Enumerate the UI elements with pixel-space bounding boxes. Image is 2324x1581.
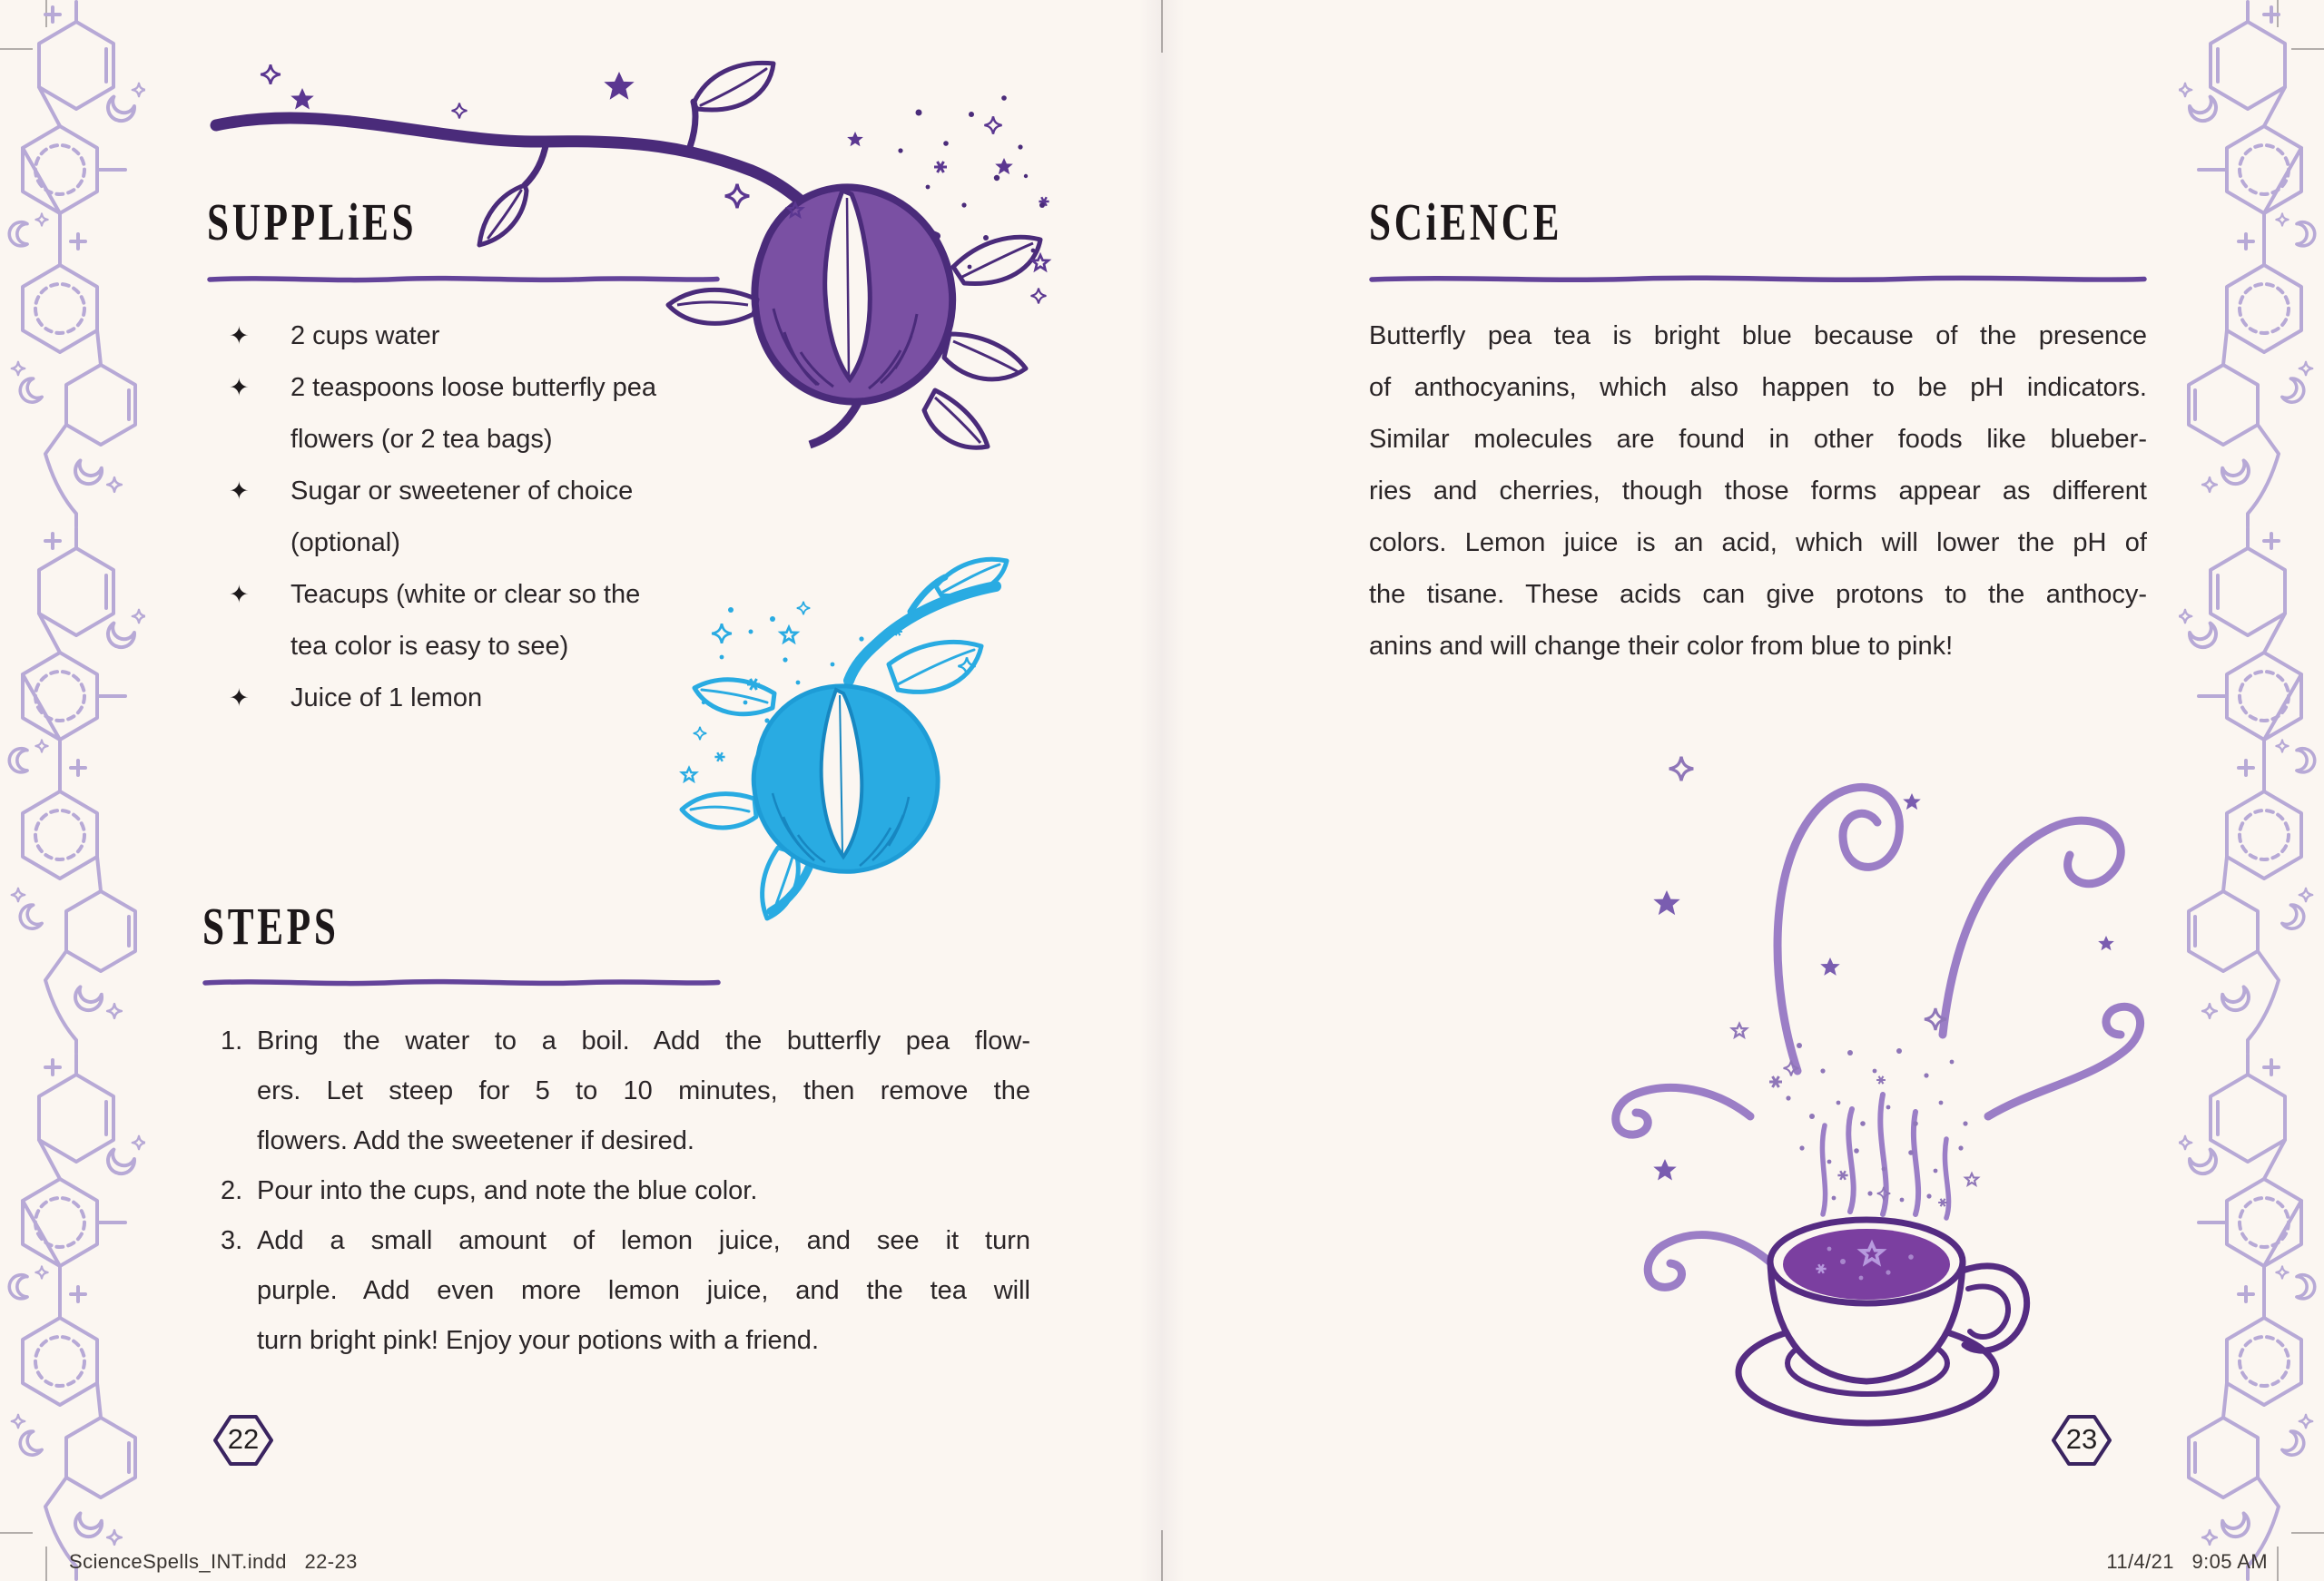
sparkle-stars-icon	[1653, 793, 2114, 1181]
page-number-badge	[2050, 1412, 2113, 1468]
list-item: 2. Pour into the cups, and note the blue color.	[221, 1166, 1038, 1216]
list-item: 1. Bring the water to a boil. Add the butterfly pea flow- ers. Let steep for 5 to 10 minutes, then remove the flowers. Add the sweetener if desired.	[221, 1016, 1038, 1166]
list-item: ✦ 2 cups water	[229, 310, 773, 362]
list-item: ✦ 2 teaspoons loose butterfly pea flowers (or 2 tea bags)	[229, 362, 773, 466]
sparkle-bullet-icon: ✦	[229, 477, 250, 505]
steps-heading: STEPS	[202, 898, 340, 957]
steps-list	[221, 1016, 1038, 1366]
list-item: ✦ Teacups (white or clear so the tea color is easy to see)	[229, 569, 773, 673]
science-paragraph: Butterfly pea tea is bright blue because of the presence of anthocyanins, which also happen to be pH indicators. Similar molecules are found in other foods like blueber- ries and cherries, though those forms appear as different colors. Lemon juice is an acid, which will lower the pH of the tisane. These acids can give protons to the anthocy- anins and will change their color from blue to pink!	[1369, 321, 2147, 661]
teacup	[1738, 1220, 2027, 1423]
butterfly-pea-flower-purple	[754, 187, 952, 401]
page-number: 22	[227, 1423, 260, 1455]
blue-butterfly-pea-illustration	[667, 555, 1012, 937]
sparkle-bullet-icon: ✦	[229, 581, 250, 608]
sparkle-bullet-icon: ✦	[229, 684, 250, 712]
cup-handle	[1963, 1266, 2027, 1350]
sparkle-bullet-icon: ✦	[229, 322, 250, 349]
teacup-illustration	[1561, 690, 2197, 1488]
page-number-badge	[212, 1412, 275, 1468]
heading-underline	[207, 273, 721, 286]
list-item: ✦ Juice of 1 lemon	[229, 673, 773, 724]
butterfly-pea-flower-blue	[753, 686, 938, 871]
list-item: ✦ Sugar or sweetener of choice (optional)	[229, 466, 773, 569]
molecule-border-right-icon	[2179, 0, 2319, 1581]
list-item: 3. Add a small amount of lemon juice, and see it turn purple. Add even more lemon juice, and the tea will turn bright pink! Enjoy your potions with a friend.	[221, 1216, 1038, 1366]
leaf	[694, 680, 774, 714]
science-heading: SCiENCE	[1369, 193, 1563, 252]
step-number: 1.	[221, 1026, 243, 1056]
molecule-border-left-icon	[5, 0, 145, 1581]
page-number: 23	[2065, 1423, 2098, 1455]
sparkle-bullet-icon: ✦	[229, 374, 250, 401]
step-number: 3.	[221, 1226, 243, 1255]
print-filename-note: ScienceSpells_INT.indd 22-23	[69, 1550, 358, 1573]
page-gutter	[1140, 0, 1184, 1581]
step-number: 2.	[221, 1176, 243, 1205]
heading-underline	[1369, 273, 2148, 286]
print-timestamp-note: 11/4/21 9:05 AM	[2106, 1550, 2268, 1573]
supplies-heading: SUPPLiES	[207, 193, 418, 252]
steam-swirls	[1616, 787, 2141, 1287]
heading-underline	[202, 977, 722, 989]
